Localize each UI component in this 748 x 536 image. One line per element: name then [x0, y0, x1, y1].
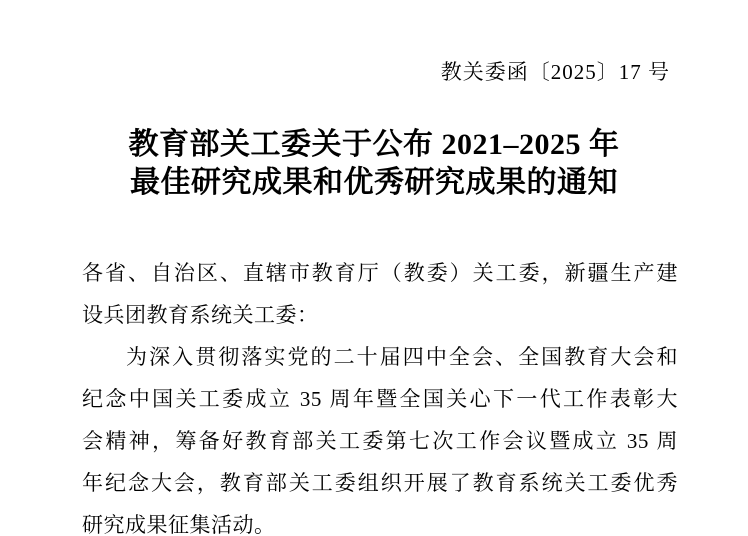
document-title	[0, 126, 748, 202]
paragraph-line: 会精神，筹备好教育部关工委第七次工作会议暨成立 35 周	[82, 429, 678, 453]
salutation-line: 设兵团教育系统关工委：	[82, 303, 319, 327]
document-title-line-2: 最佳研究成果和优秀研究成果的通知	[130, 166, 618, 199]
salutation-line: 各省、自治区、直辖市教育厅（教委）关工委，新疆生产建	[82, 261, 678, 285]
paragraph-line: 研究成果征集活动。	[82, 513, 276, 536]
paragraph-line: 纪念中国关工委成立 35 周年暨全国关心下一代工作表彰大	[82, 387, 678, 411]
document-number: 教关委函〔2025〕17 号	[440, 60, 670, 84]
paragraph-line: 年纪念大会，教育部关工委组织开展了教育系统关工委优秀	[82, 471, 678, 495]
document-title-line-1: 教育部关工委关于公布 2021–2025 年	[128, 128, 620, 161]
document-body	[82, 252, 678, 536]
paragraph-line: 为深入贯彻落实党的二十届四中全会、全国教育大会和	[126, 345, 678, 369]
